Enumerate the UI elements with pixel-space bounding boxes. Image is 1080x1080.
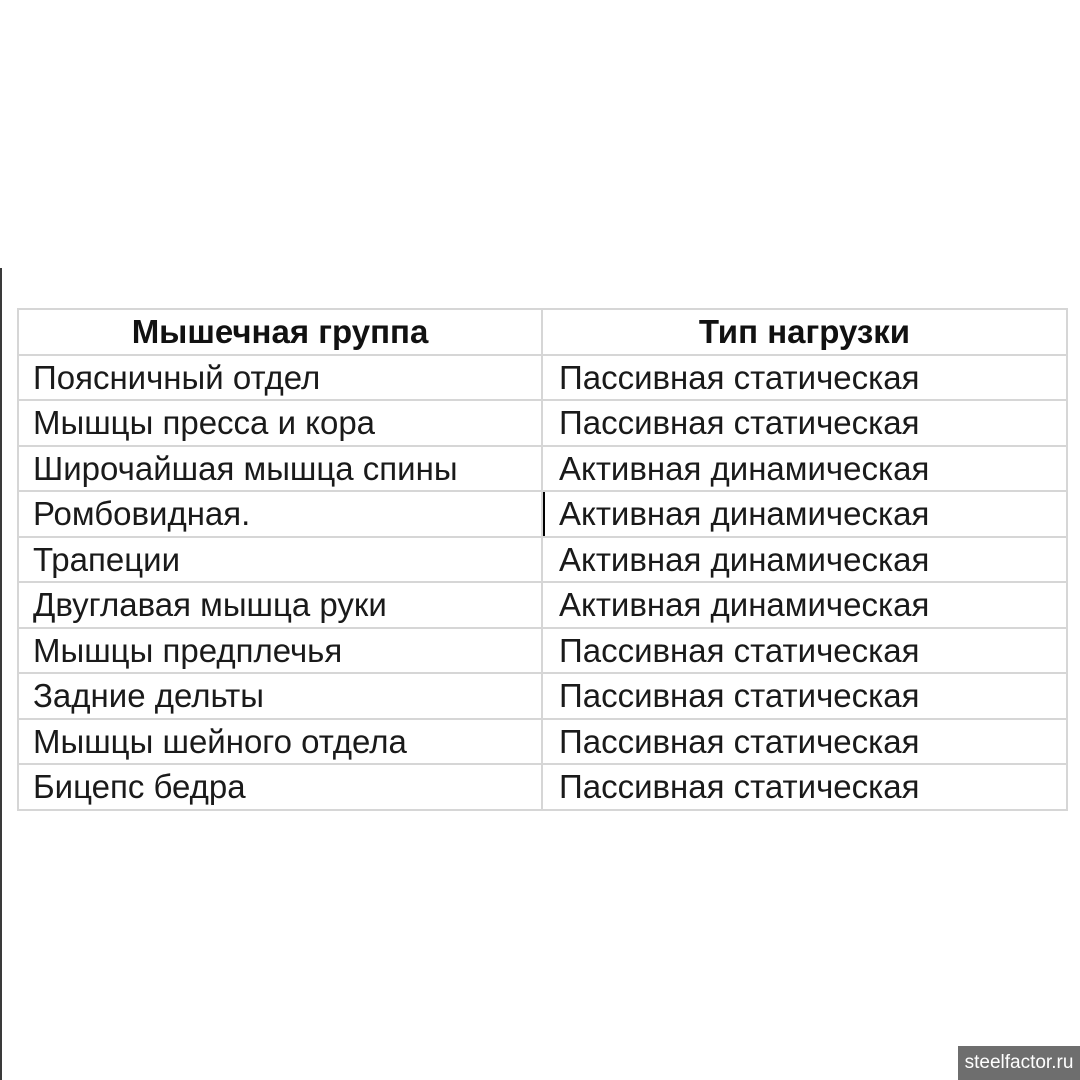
muscle-cell[interactable]: Двуглавая мышца руки bbox=[18, 582, 542, 628]
muscle-cell[interactable]: Поясничный отдел bbox=[18, 355, 542, 401]
muscle-cell[interactable]: Мышцы шейного отдела bbox=[18, 719, 542, 765]
muscle-cell[interactable]: Мышцы предплечья bbox=[18, 628, 542, 674]
header-row bbox=[18, 309, 1067, 355]
table-row bbox=[18, 628, 1067, 674]
table-row bbox=[18, 764, 1067, 810]
load-type-cell-active[interactable]: Активная динамическая bbox=[542, 491, 1067, 537]
load-type-cell[interactable]: Пассивная статическая bbox=[542, 673, 1067, 719]
muscle-cell[interactable]: Задние дельты bbox=[18, 673, 542, 719]
load-type-cell[interactable]: Активная динамическая bbox=[542, 582, 1067, 628]
column-header-muscle-group[interactable]: Мышечная группа bbox=[18, 309, 542, 355]
load-type-cell[interactable]: Активная динамическая bbox=[542, 537, 1067, 583]
load-type-cell[interactable]: Пассивная статическая bbox=[542, 628, 1067, 674]
muscle-cell[interactable]: Бицепс бедра bbox=[18, 764, 542, 810]
table-row bbox=[18, 491, 1067, 537]
muscle-cell[interactable]: Широчайшая мышца спины bbox=[18, 446, 542, 492]
muscle-cell[interactable]: Мышцы пресса и кора bbox=[18, 400, 542, 446]
table-row bbox=[18, 673, 1067, 719]
muscle-cell[interactable]: Трапеции bbox=[18, 537, 542, 583]
load-type-cell[interactable]: Активная динамическая bbox=[542, 446, 1067, 492]
load-type-cell[interactable]: Пассивная статическая bbox=[542, 400, 1067, 446]
table-row bbox=[18, 446, 1067, 492]
column-header-load-type[interactable]: Тип нагрузки bbox=[542, 309, 1067, 355]
table-row bbox=[18, 719, 1067, 765]
muscle-load-table bbox=[17, 308, 1068, 811]
load-type-cell[interactable]: Пассивная статическая bbox=[542, 764, 1067, 810]
table-row bbox=[18, 355, 1067, 401]
table-row bbox=[18, 537, 1067, 583]
table-row bbox=[18, 400, 1067, 446]
left-edge-line bbox=[0, 268, 2, 1080]
muscle-cell[interactable]: Ромбовидная. bbox=[18, 491, 542, 537]
load-type-cell[interactable]: Пассивная статическая bbox=[542, 719, 1067, 765]
watermark: steelfactor.ru bbox=[958, 1046, 1080, 1080]
load-type-cell[interactable]: Пассивная статическая bbox=[542, 355, 1067, 401]
table-row bbox=[18, 582, 1067, 628]
